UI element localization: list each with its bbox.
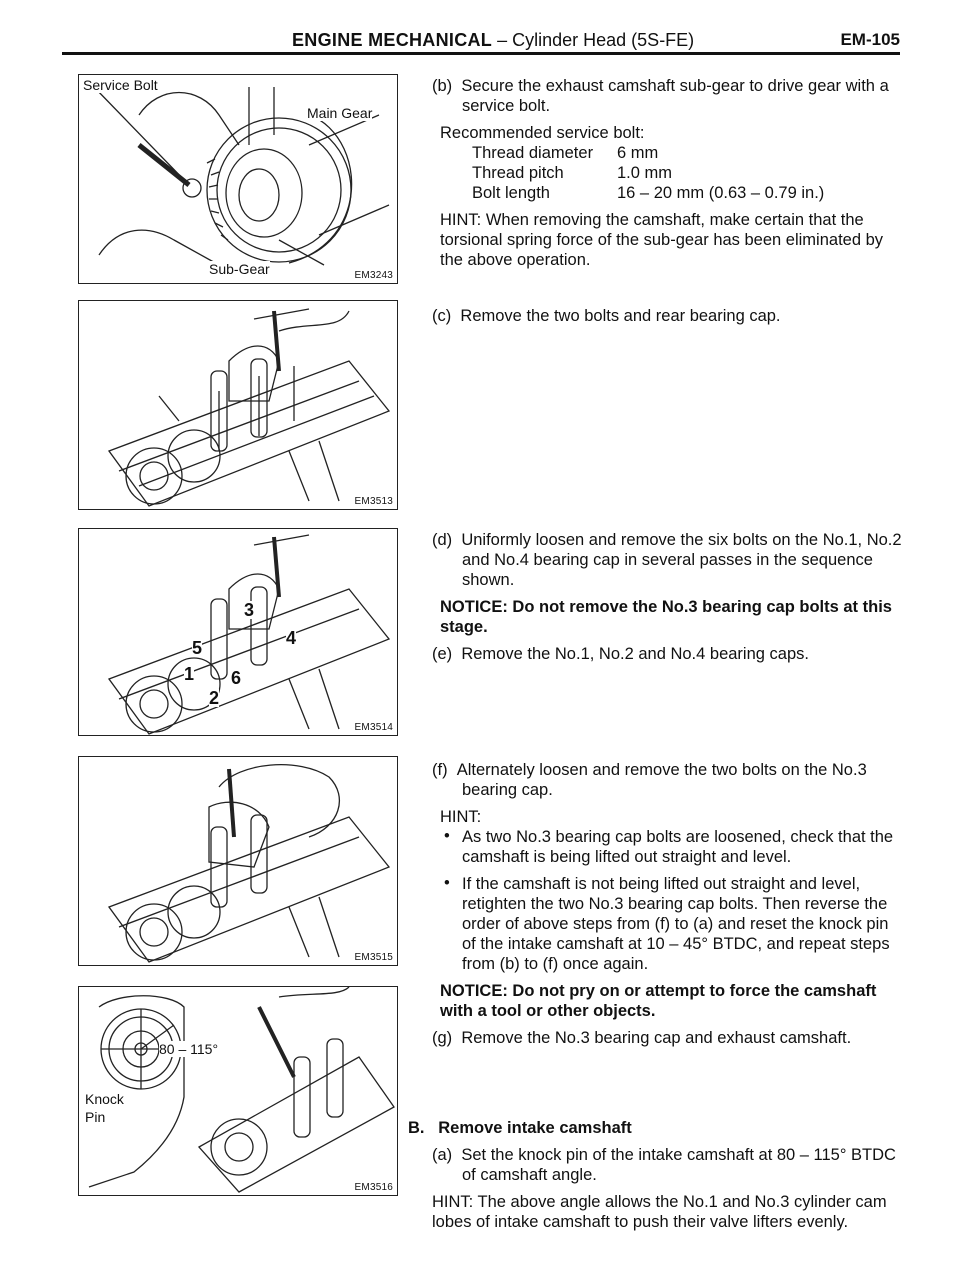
notice-text: NOTICE: Do not remove the No.3 bearing cap bolts at this stage. bbox=[440, 598, 892, 636]
hint-text: HINT: The above angle allows the No.1 and No.3 cylinder cam lobes of intake camshaft to push their valve lifters evenly. bbox=[432, 1193, 887, 1231]
section-title: Remove intake camshaft bbox=[438, 1119, 632, 1137]
notice-text: NOTICE: Do not pry on or attempt to force the camshaft with a tool or other objects. bbox=[440, 982, 877, 1020]
figure-code: EM3515 bbox=[354, 952, 393, 963]
figure-code: EM3514 bbox=[354, 722, 393, 733]
label-service-bolt: Service Bolt bbox=[83, 77, 158, 93]
step-c bbox=[432, 306, 904, 326]
step-marker: (c) bbox=[432, 307, 452, 325]
label-angle: 80 – 115° bbox=[159, 1041, 219, 1057]
sequence-number: 2 bbox=[209, 688, 220, 708]
label-pin: Pin bbox=[85, 1109, 106, 1125]
figure-service-bolt bbox=[78, 74, 398, 284]
step-marker: (g) bbox=[432, 1029, 453, 1047]
step-text: Secure the exhaust camshaft sub-gear to drive gear with a service bolt. bbox=[461, 77, 889, 115]
page-number: EM-105 bbox=[840, 30, 900, 49]
sequence-number: 5 bbox=[192, 638, 203, 658]
spec-heading: Recommended service bolt: bbox=[440, 124, 645, 142]
step-f bbox=[432, 760, 904, 1048]
step-text: Remove the No.3 bearing cap and exhaust camshaft. bbox=[461, 1029, 852, 1047]
figure-rear-bearing-cap bbox=[78, 300, 398, 510]
spec-table: Thread diameter 6 mm Thread pitch 1.0 mm Bolt length 16 – 20 mm (0.63 – 0.79 in.) bbox=[472, 144, 825, 202]
sequence-number: 6 bbox=[231, 668, 242, 688]
figure-knock-pin bbox=[78, 986, 398, 1196]
step-marker: (e) bbox=[432, 645, 453, 663]
page-header bbox=[62, 28, 900, 54]
section-marker: B. bbox=[408, 1119, 425, 1137]
step-marker: (a) bbox=[432, 1146, 453, 1164]
figure-bolt-sequence bbox=[78, 528, 398, 736]
header-rule bbox=[62, 52, 900, 55]
label-sub-gear: Sub-Gear bbox=[209, 261, 270, 277]
step-marker: (d) bbox=[432, 531, 453, 549]
label-main-gear: Main Gear bbox=[307, 105, 373, 121]
step-text: Uniformly loosen and remove the six bolts on the No.1, No.2 and No.4 bearing cap in several passes in the sequence shown. bbox=[461, 531, 902, 589]
hint-bullet: • If the camshaft is not being lifted out straight and level, retighten the two No.3 bearing cap bolts. Then reverse the order of above steps from (f) to (a) and reset the knock pin of the intake camshaft at 10 – 45° BTDC, and repeat steps from (b) to (f) once again. bbox=[440, 874, 904, 974]
step-d bbox=[432, 530, 904, 664]
figure-no3-bearing-cap bbox=[78, 756, 398, 966]
step-marker: (b) bbox=[432, 77, 453, 95]
step-marker: (f) bbox=[432, 761, 448, 779]
step-text: Remove the No.1, No.2 and No.4 bearing caps. bbox=[461, 645, 809, 663]
sequence-number: 1 bbox=[184, 664, 195, 684]
sequence-number: 3 bbox=[244, 600, 255, 620]
label-knock: Knock bbox=[85, 1091, 124, 1107]
step-b bbox=[432, 76, 904, 270]
step-text: Remove the two bolts and rear bearing cap. bbox=[460, 307, 781, 325]
sequence-number: 4 bbox=[286, 628, 297, 648]
figure-code: EM3513 bbox=[354, 496, 393, 507]
figure-code: EM3243 bbox=[354, 270, 393, 281]
hint-text: HINT: When removing the camshaft, make certain that the torsional spring force of the sub-gear has been eliminated by the above operation. bbox=[440, 211, 884, 269]
step-text: Set the knock pin of the intake camshaft at 80 – 115° BTDC of camshaft angle. bbox=[461, 1146, 896, 1184]
figure-code: EM3516 bbox=[354, 1182, 393, 1193]
hint-label: HINT: bbox=[440, 808, 482, 826]
page-title: ENGINE MECHANICAL – Cylinder Head (5S-FE) bbox=[292, 30, 695, 50]
hint-bullet: • As two No.3 bearing cap bolts are loosened, check that the camshaft is being lifted out straight and level. bbox=[440, 827, 904, 867]
step-text: Alternately loosen and remove the two bolts on the No.3 bearing cap. bbox=[456, 761, 867, 799]
section-b bbox=[408, 1118, 904, 1232]
